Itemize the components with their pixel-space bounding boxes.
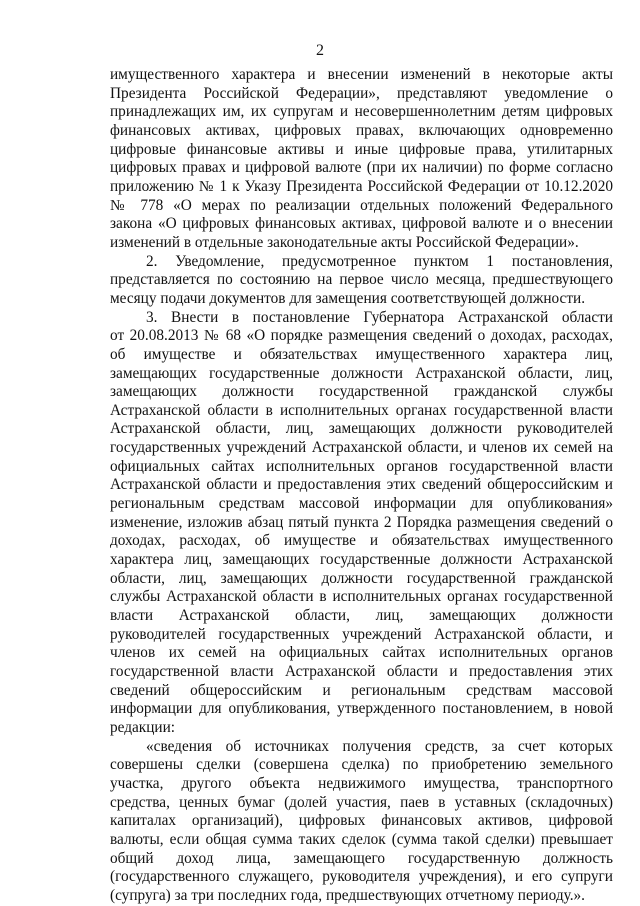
text-line: (государственного служащего, руководителя учреждения), и его супруги bbox=[110, 868, 613, 886]
text-line: цифровых правах и цифровой валюте (при их наличии) по форме согласно bbox=[110, 159, 613, 177]
text-line: «сведения об источниках получения средств, за счет которых bbox=[146, 737, 613, 755]
paragraph-continuation bbox=[110, 66, 613, 253]
text-line: 2. Уведомление, предусмотренное пунктом 1 постановления, bbox=[146, 252, 613, 270]
text-line: капиталах организаций), цифровых финансовых активов, цифровой bbox=[110, 812, 613, 830]
text-line: доходах, расходах, об имуществе и обязательствах имущественного bbox=[110, 532, 613, 550]
text-line: характера лиц, замещающих государственные должности Астраханской bbox=[110, 551, 613, 569]
text-line: 3. Внести в постановление Губернатора Астраханской области bbox=[146, 308, 613, 326]
text-line: Астраханской области в исполнительных органах государственной власти bbox=[110, 401, 613, 419]
text-line: замещающих государственные должности Астраханской области, лиц, bbox=[110, 364, 613, 382]
text-line: финансовых активах, цифровых правах, включающих одновременно bbox=[110, 121, 613, 139]
text-line: замещающих должности государственной гражданской службы bbox=[110, 383, 613, 401]
text-line: изменений в отдельные законодательные акты Российской Федерации». bbox=[110, 233, 579, 251]
text-line: изменение, изложив абзац пятый пункта 2 Порядка размещения сведений о bbox=[110, 513, 613, 531]
text-line: (супруга) за три последних года, предшествующих отчетному периоду.». bbox=[110, 886, 586, 904]
text-line: совершены сделки (совершена сделка) по приобретению земельного bbox=[110, 756, 613, 774]
text-line: государственной власти Астраханской области и предоставления этих bbox=[110, 663, 613, 680]
text-line: Астраханской области и предоставления этих сведений общероссийским и bbox=[110, 476, 613, 494]
text-line: валюты, если общая сумма таких сделок (сумма такой сделки) превышает bbox=[110, 830, 613, 848]
text-line: средства, ценных бумаг (долей участия, паев в уставных (складочных) bbox=[110, 793, 613, 811]
text-line: об имуществе и обязательствах имущественного характера лиц, bbox=[110, 345, 613, 363]
text-line: руководителей государственных учреждений Астраханской области, и bbox=[110, 625, 613, 643]
text-line: общий доход лица, замещающего государственную должность bbox=[110, 849, 613, 867]
text-line: закона «О цифровых финансовых активах, цифровой валюте и о внесении bbox=[110, 215, 613, 233]
text-line: редакции: bbox=[110, 718, 176, 736]
text-line: официальных сайтах исполнительных органов государственной власти bbox=[110, 457, 613, 475]
text-line: от 20.08.2013 № 68 «О порядке размещения сведений о доходах, расходах, bbox=[110, 327, 613, 345]
page-number: 2 bbox=[316, 42, 324, 59]
text-line: приложению № 1 к Указу Президента Российской Федерации от 10.12.2020 bbox=[110, 177, 613, 195]
text-line: цифровые финансовые активы и иные цифровые права, утилитарных bbox=[110, 140, 613, 158]
text-line: региональным средствам массовой информации для опубликования» bbox=[110, 495, 613, 513]
paragraph-quoted-amendment bbox=[110, 738, 613, 906]
text-line: месяцу подачи документов для замещения соответствующей должности. bbox=[110, 289, 586, 307]
text-line: информации для опубликования, утвержденного постановлением, в новой bbox=[110, 700, 613, 718]
text-line: имущественного характера и внесении изменений в некоторые акты bbox=[110, 66, 613, 83]
document-body bbox=[110, 66, 613, 906]
paragraph-item-3 bbox=[110, 309, 613, 738]
text-line: власти Астраханской области, лиц, замещающих должности bbox=[110, 607, 613, 625]
text-line: № 778 «О мерах по реализации отдельных положений Федерального bbox=[110, 196, 613, 214]
text-line: государственных учреждений Астраханской области, и членов их семей на bbox=[110, 439, 613, 457]
text-line: области, лиц, замещающих должности государственной гражданской bbox=[110, 569, 613, 587]
text-line: членов их семей на официальных сайтах исполнительных органов bbox=[110, 644, 613, 662]
paragraph-item-2 bbox=[110, 253, 613, 309]
text-line: сведений общероссийским и региональным средствам массовой bbox=[110, 681, 613, 699]
text-line: службы Астраханской области в исполнительных органах государственной bbox=[110, 588, 613, 606]
text-line: принадлежащих им, их супругам и несовершеннолетним детям цифровых bbox=[110, 103, 613, 121]
text-line: Президента Российской Федерации», представляют уведомление о bbox=[110, 84, 613, 102]
text-line: участка, другого объекта недвижимого имущества, транспортного bbox=[110, 774, 613, 792]
text-line: представляется по состоянию на первое число месяца, предшествующего bbox=[110, 271, 613, 289]
text-line: Астраханской области, лиц, замещающих должности руководителей bbox=[110, 420, 613, 438]
